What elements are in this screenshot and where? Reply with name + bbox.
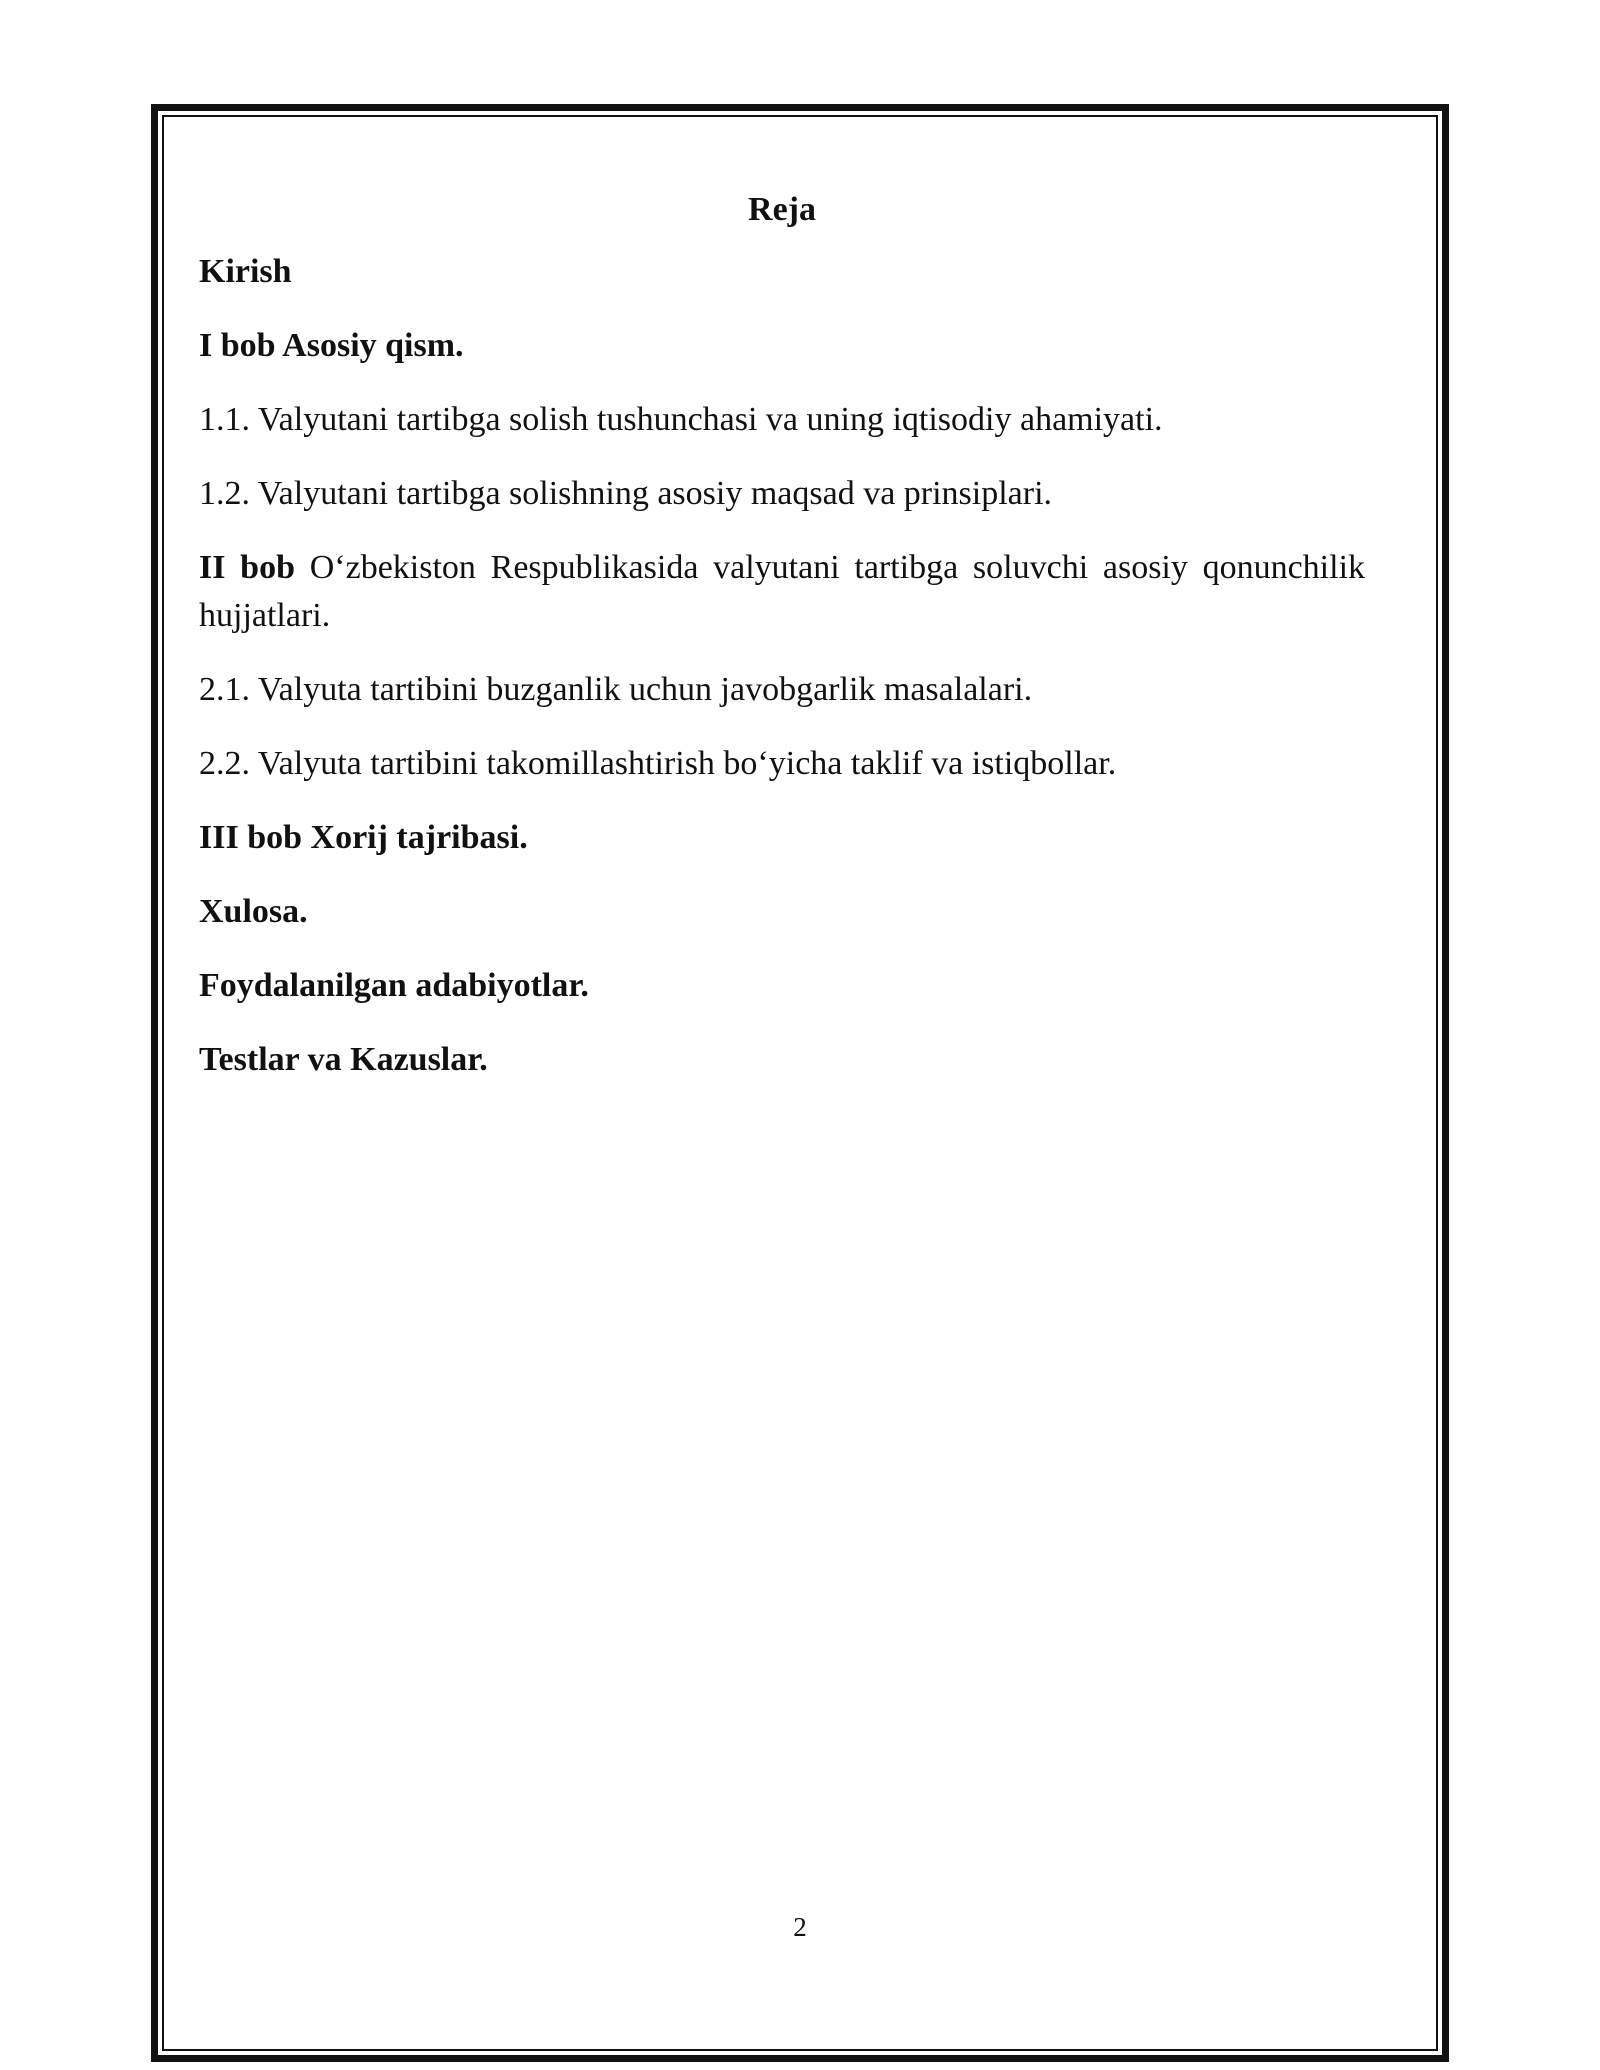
- toc-entry-2-1: 2.1. Valyuta tartibini buzganlik uchun javobgarlik masalalari.: [199, 671, 1033, 708]
- toc-entry-tests: Testlar va Kazuslar.: [199, 1041, 488, 1078]
- toc-entry-chapter-2-prefix: II bob: [199, 549, 296, 586]
- toc-entry-references: Foydalanilgan adabiyotlar.: [199, 967, 589, 1004]
- toc-entry-chapter-2: [199, 544, 1365, 640]
- toc-entry-chapter-1: I bob Asosiy qism.: [199, 327, 464, 364]
- toc-entry-xulosa: Xulosa.: [199, 893, 308, 930]
- toc-entry-1-1: 1.1. Valyutani tartibga solish tushunchasi va uning iqtisodiy ahamiyati.: [199, 401, 1163, 438]
- toc-entry-2-2: 2.2. Valyuta tartibini takomillashtirish bo‘yicha taklif va istiqbollar.: [199, 745, 1117, 782]
- plan-content: [199, 186, 1365, 1110]
- page-title: Reja: [748, 191, 816, 228]
- toc-entry-chapter-3: III bob Xorij tajribasi.: [199, 819, 528, 856]
- page-number: 2: [793, 1912, 807, 1942]
- toc-entry-kirish: Kirish: [199, 253, 292, 290]
- toc-entry-1-2: 1.2. Valyutani tartibga solishning asosiy maqsad va prinsiplari.: [199, 475, 1053, 512]
- toc-entry-chapter-2-label: O‘zbekiston Respublikasida valyutani tartibga soluvchi asosiy qonunchilik hujjatlari.: [199, 549, 1366, 634]
